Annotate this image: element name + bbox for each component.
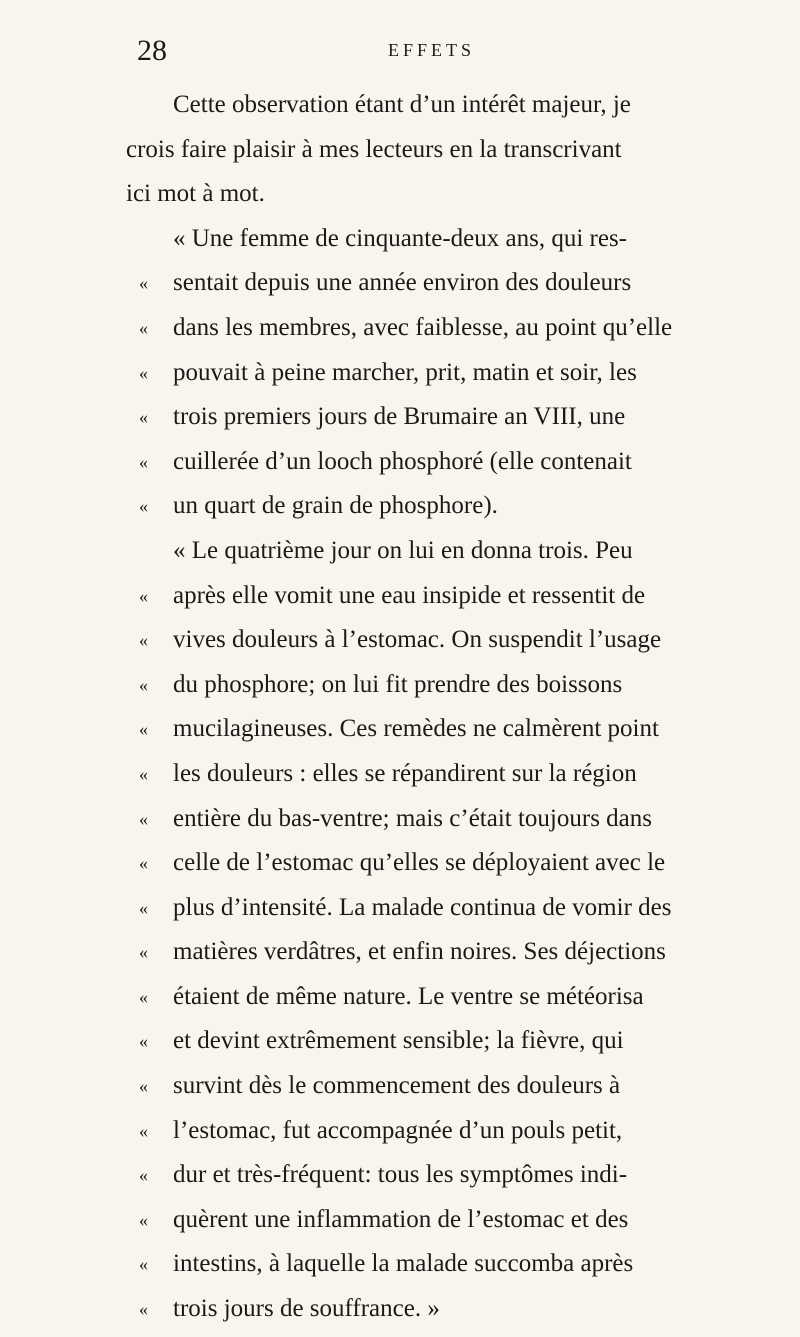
guillemet-mark: «	[139, 1209, 148, 1230]
line-text: vives douleurs à l’estomac. On suspendit l’usage	[173, 626, 662, 654]
text-line	[126, 1198, 786, 1243]
guillemet-mark: «	[139, 674, 148, 695]
guillemet-mark: «	[139, 719, 148, 740]
guillemet-mark: «	[139, 362, 148, 383]
page-header	[0, 34, 800, 74]
line-text: dur et très-fréquent: tous les symptômes indi-	[173, 1161, 628, 1189]
guillemet-mark: «	[139, 317, 148, 338]
guillemet-mark: «	[139, 1254, 148, 1275]
guillemet-mark: «	[139, 853, 148, 874]
body-text	[126, 83, 786, 1332]
line-text: l’estomac, fut accompagnée d’un pouls petit,	[173, 1116, 623, 1144]
text-line	[126, 172, 786, 217]
text-line	[126, 930, 786, 975]
line-text: « Le quatrième jour on lui en donna trois. Peu	[173, 536, 633, 564]
text-line	[126, 351, 786, 396]
running-head: EFFETS	[388, 40, 476, 60]
guillemet-mark: «	[139, 407, 148, 428]
text-line	[126, 797, 786, 842]
line-text: les douleurs : elles se répandirent sur la région	[173, 759, 637, 787]
line-text: trois premiers jours de Brumaire an VIII, une	[173, 403, 626, 431]
text-line	[126, 752, 786, 797]
text-line	[126, 217, 786, 262]
text-line	[126, 1019, 786, 1064]
text-line	[126, 618, 786, 663]
line-text: du phosphore; on lui fit prendre des boissons	[173, 670, 623, 698]
line-text: ici mot à mot.	[126, 180, 265, 208]
text-line	[126, 440, 786, 485]
line-text: celle de l’estomac qu’elles se déployaient avec le	[173, 849, 666, 877]
guillemet-mark: «	[139, 1120, 148, 1141]
text-line	[126, 395, 786, 440]
text-line	[126, 529, 786, 574]
line-text: quèrent une inflammation de l’estomac et des	[173, 1205, 629, 1233]
text-line	[126, 261, 786, 306]
text-line	[126, 484, 786, 529]
text-line	[126, 1242, 786, 1287]
text-line	[126, 886, 786, 931]
guillemet-mark: «	[139, 808, 148, 829]
guillemet-mark: «	[139, 942, 148, 963]
guillemet-mark: «	[139, 496, 148, 517]
line-text: un quart de grain de phosphore).	[173, 492, 498, 520]
text-line	[126, 574, 786, 619]
line-text: et devint extrêmement sensible; la fièvre, qui	[173, 1027, 624, 1055]
text-line	[126, 1064, 786, 1109]
text-line	[126, 1153, 786, 1198]
line-text: plus d’intensité. La malade continua de vomir des	[173, 893, 672, 921]
text-line	[126, 128, 786, 173]
guillemet-mark: «	[139, 1299, 148, 1320]
text-line	[126, 1287, 786, 1332]
text-line	[126, 841, 786, 886]
guillemet-mark: «	[139, 630, 148, 651]
guillemet-mark: «	[139, 897, 148, 918]
line-text: trois jours de souffrance. »	[173, 1295, 440, 1323]
line-text: entière du bas-ventre; mais c’était toujours dans	[173, 804, 653, 832]
guillemet-mark: «	[139, 1076, 148, 1097]
line-text: cuillerée d’un looch phosphoré (elle contenait	[173, 447, 632, 475]
line-text: dans les membres, avec faiblesse, au point qu’elle	[173, 313, 673, 341]
guillemet-mark: «	[139, 273, 148, 294]
line-text: crois faire plaisir à mes lecteurs en la transcrivant	[126, 135, 622, 163]
line-text: étaient de même nature. Le ventre se météorisa	[173, 982, 644, 1010]
text-line	[126, 1109, 786, 1154]
guillemet-mark: «	[139, 986, 148, 1007]
line-text: « Une femme de cinquante-deux ans, qui res-	[173, 224, 628, 252]
text-line	[126, 707, 786, 752]
guillemet-mark: «	[139, 1031, 148, 1052]
line-text: sentait depuis une année environ des douleurs	[173, 269, 632, 297]
line-text: survint dès le commencement des douleurs à	[173, 1072, 621, 1100]
line-text: pouvait à peine marcher, prit, matin et soir, les	[173, 358, 637, 386]
guillemet-mark: «	[139, 1165, 148, 1186]
guillemet-mark: «	[139, 585, 148, 606]
guillemet-mark: «	[139, 451, 148, 472]
line-text: mucilagineuses. Ces remèdes ne calmèrent point	[173, 715, 659, 743]
line-text: matières verdâtres, et enfin noires. Ses déjections	[173, 938, 666, 966]
text-line	[126, 83, 786, 128]
line-text: après elle vomit une eau insipide et ressentit de	[173, 581, 646, 609]
text-line	[126, 975, 786, 1020]
line-text: intestins, à laquelle la malade succomba après	[173, 1250, 634, 1278]
text-line	[126, 663, 786, 708]
line-text: Cette observation étant d’un intérêt majeur, je	[173, 91, 631, 118]
guillemet-mark: «	[139, 763, 148, 784]
page-number: 28	[137, 34, 167, 67]
text-line	[126, 306, 786, 351]
